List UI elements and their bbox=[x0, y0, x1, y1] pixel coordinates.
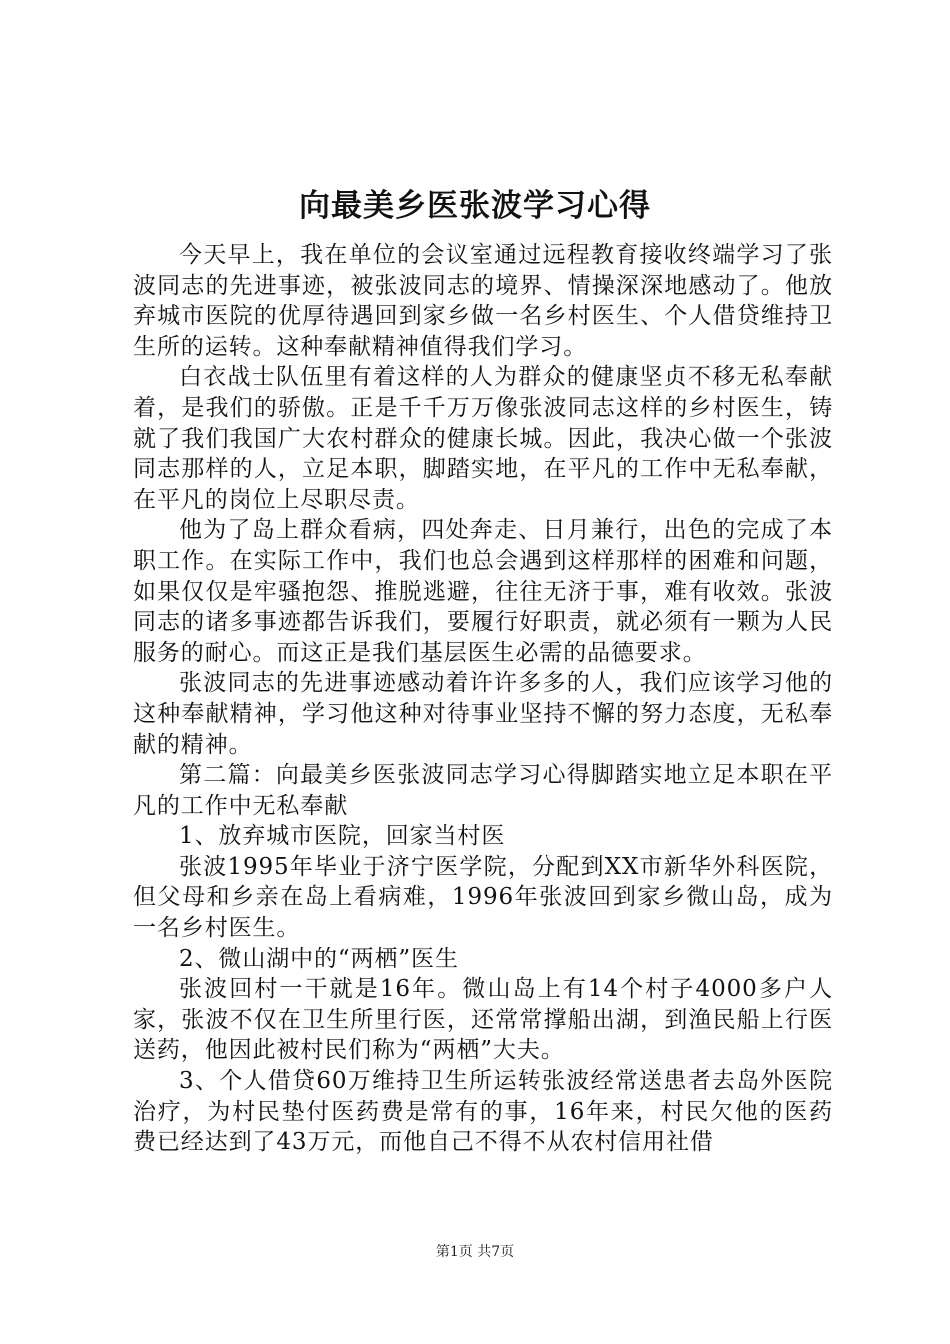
paragraph-section-2: 张波回村一干就是16年。微山岛上有14个村子4000多户人家，张波不仅在卫生所里行医，还常常撑船出湖，到渔民船上行医送药，他因此被村民们称为“两栖”大夫。 bbox=[133, 976, 833, 1064]
document-body bbox=[133, 240, 833, 1158]
page-footer: 第1页 共7页 bbox=[435, 1244, 515, 1260]
paragraph-intro: 今天早上，我在单位的会议室通过远程教育接收终端学习了张波同志的先进事迹，被张波同志的境界、情操深深地感动了。他放弃城市医院的优厚待遇回到家乡做一名乡村医生、个人借贷维持卫生所的运转。这种奉献精神值得我们学习。 bbox=[133, 242, 833, 360]
paragraph-inspiration: 张波同志的先进事迹感动着许许多多的人，我们应该学习他的这种奉献精神，学习他这种对待事业坚持不懈的努力态度，无私奉献的精神。 bbox=[133, 670, 833, 758]
document-title: 向最美乡医张波学习心得 bbox=[299, 188, 651, 224]
paragraph-second-article-heading: 第二篇：向最美乡医张波同志学习心得脚踏实地立足本职在平凡的工作中无私奉献 bbox=[133, 762, 833, 819]
paragraph-section-3: 3、个人借贷60万维持卫生所运转张波经常送患者去岛外医院治疗，为村民垫付医药费是常有的事，16年来，村民欠他的医药费已经达到了43万元，而他自己不得不从农村信用社借 bbox=[133, 1068, 833, 1156]
paragraph-white-coat: 白衣战士队伍里有着这样的人为群众的健康坚贞不移无私奉献着，是我们的骄傲。正是千千万万像张波同志这样的乡村医生，铸就了我们我国广大农村群众的健康长城。因此，我决心做一个张波同志那样的人，立足本职，脚踏实地，在平凡的工作中无私奉献，在平凡的岗位上尽职尽责。 bbox=[133, 364, 833, 513]
section-heading-1: 1、放弃城市医院，回家当村医 bbox=[179, 823, 506, 850]
section-heading-2: 2、微山湖中的“两栖”医生 bbox=[179, 945, 459, 972]
paragraph-island: 他为了岛上群众看病，四处奔走、日月兼行，出色的完成了本职工作。在实际工作中，我们也总会遇到这样那样的困难和问题，如果仅仅是牢骚抱怨、推脱逃避，往往无济于事，难有收效。张波同志的诸多事迹都告诉我们，要履行好职责，就必须有一颗为人民服务的耐心。而这正是我们基层医生必需的品德要求。 bbox=[133, 517, 833, 666]
paragraph-section-1: 张波1995年毕业于济宁医学院，分配到XX市新华外科医院，但父母和乡亲在岛上看病难，1996年张波回到家乡微山岛，成为一名乡村医生。 bbox=[133, 853, 833, 942]
